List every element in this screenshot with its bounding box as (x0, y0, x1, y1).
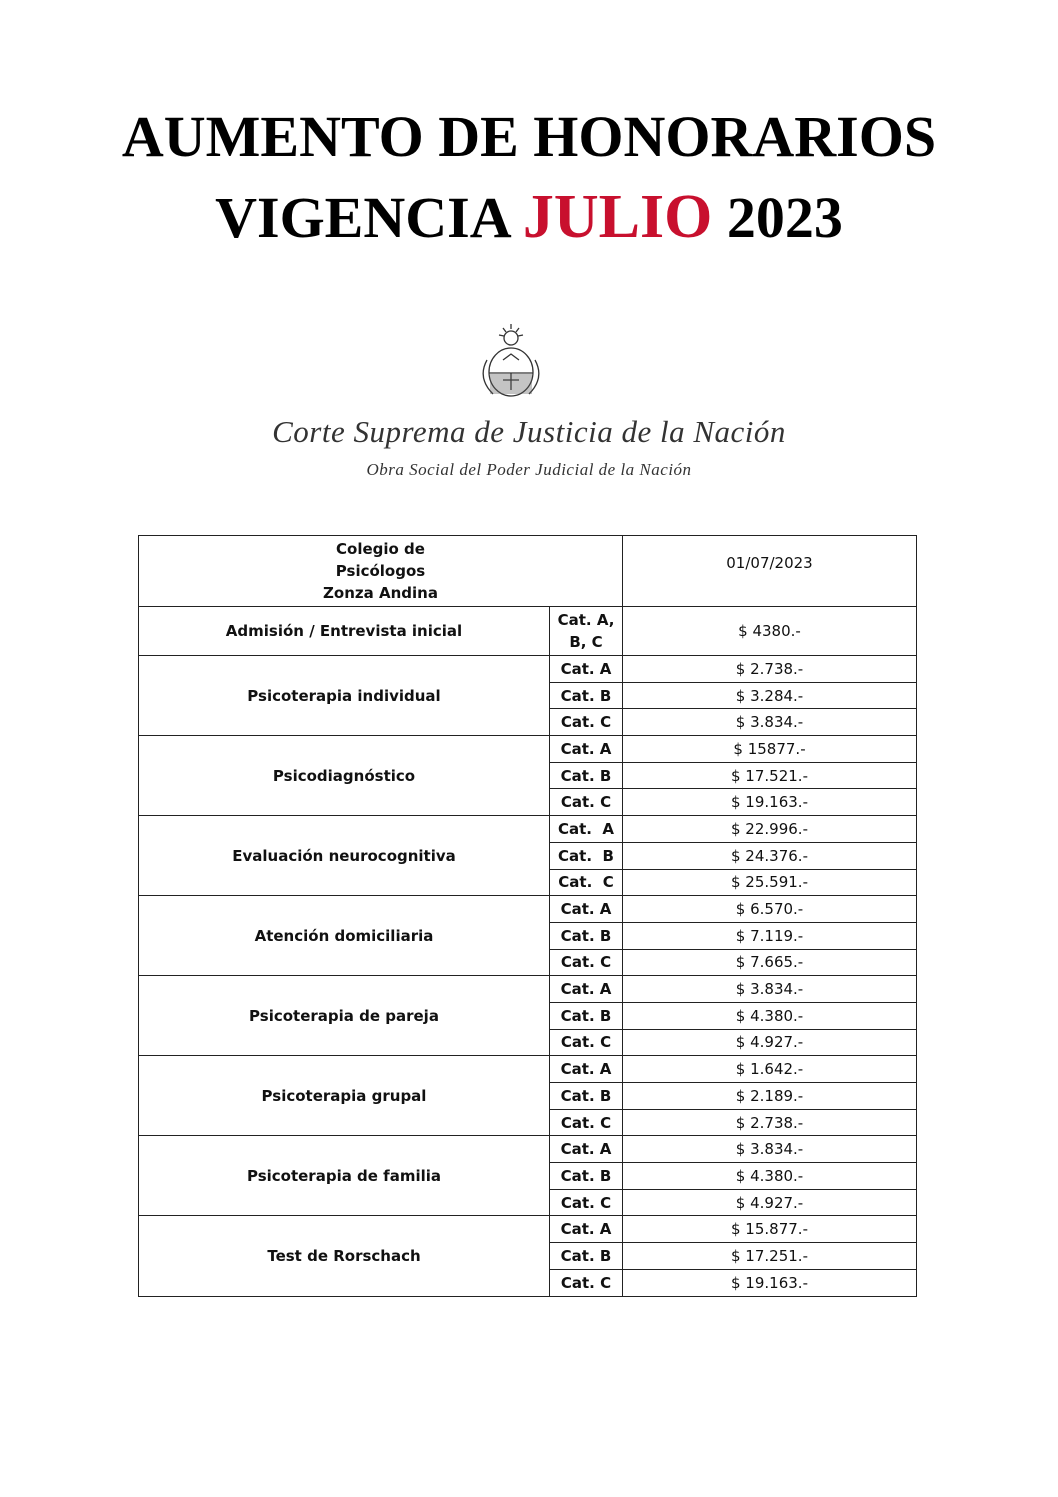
category-cell: Cat. C (550, 949, 623, 976)
price-cell: $ 4.380.- (623, 1002, 917, 1029)
table-row (139, 1056, 917, 1083)
price-cell: $ 4.927.- (623, 1189, 917, 1216)
category-cell: Cat. A (550, 1056, 623, 1083)
category-cell: Cat. B (550, 842, 623, 869)
service-name: Evaluación neurocognitiva (139, 816, 550, 896)
table-row (139, 736, 917, 763)
price-cell: $ 2.189.- (623, 1083, 917, 1110)
price-cell: $ 6.570.- (623, 896, 917, 923)
price-cell: $ 17.521.- (623, 762, 917, 789)
category-cell: Cat. A (550, 1216, 623, 1243)
category-cell: Cat. C (550, 1189, 623, 1216)
price-cell: $ 17.251.- (623, 1243, 917, 1270)
category-cell: Cat. A (550, 816, 623, 843)
category-cell: Cat. C (550, 869, 623, 896)
price-cell: $ 24.376.- (623, 842, 917, 869)
service-name: Psicoterapia individual (139, 656, 550, 736)
title-text: AUMENTO DE HONORARIOS (121, 104, 937, 169)
price-cell: $ 4.927.- (623, 1029, 917, 1056)
category-cell: Cat. C (550, 789, 623, 816)
category-cell: Cat. B (550, 922, 623, 949)
table-row (139, 976, 917, 1003)
price-cell: $ 3.284.- (623, 682, 917, 709)
price-cell: $ 1.642.- (623, 1056, 917, 1083)
category-cell: Cat. A (550, 656, 623, 683)
category-line: B, C (569, 633, 603, 651)
service-name: Psicodiagnóstico (139, 736, 550, 816)
price-cell: $ 19.163.- (623, 1269, 917, 1296)
page-title-line-1 (0, 104, 1058, 169)
category-cell: Cat. B (550, 762, 623, 789)
institution-header (139, 536, 623, 607)
service-name: Psicoterapia de familia (139, 1136, 550, 1216)
title-prefix: VIGENCIA (215, 185, 509, 250)
table-row (139, 656, 917, 683)
category-cell: Cat. A (550, 976, 623, 1003)
institution-line: Psicólogos (335, 562, 426, 580)
fees-table (138, 535, 917, 1297)
institution-line: Zonza Andina (323, 584, 438, 602)
org-name: Corte Suprema de Justicia de la Nación (272, 414, 786, 449)
price-cell: $ 25.591.- (623, 869, 917, 896)
price-cell: $ 19.163.- (623, 789, 917, 816)
category-cell: Cat. B (550, 1243, 623, 1270)
price-cell: $ 2.738.- (623, 656, 917, 683)
category-cell: Cat. C (550, 1029, 623, 1056)
category-cell (550, 607, 623, 656)
service-name: Psicoterapia grupal (139, 1056, 550, 1136)
table-row (139, 1216, 917, 1243)
table-row (139, 816, 917, 843)
table-row (139, 1136, 917, 1163)
page-title-line-2 (0, 183, 1058, 251)
argentina-coat-of-arms-icon (473, 320, 549, 398)
category-cell: Cat. B (550, 1002, 623, 1029)
effective-date-header: 01/07/2023 (623, 536, 917, 607)
price-cell: $ 3.834.- (623, 976, 917, 1003)
price-cell: $ 22.996.- (623, 816, 917, 843)
price-cell: $ 3.834.- (623, 1136, 917, 1163)
price-cell: $ 3.834.- (623, 709, 917, 736)
table-row (139, 896, 917, 923)
title-month: JULIO (522, 183, 713, 251)
price-cell: $ 4.380.- (623, 1163, 917, 1190)
price-cell: $ 7.665.- (623, 949, 917, 976)
category-cell: Cat. B (550, 1163, 623, 1190)
category-cell: Cat. B (550, 1083, 623, 1110)
price-cell: $ 15.877.- (623, 1216, 917, 1243)
category-cell: Cat. C (550, 1269, 623, 1296)
category-cell: Cat. C (550, 709, 623, 736)
price-cell: $ 2.738.- (623, 1109, 917, 1136)
service-name: Admisión / Entrevista inicial (139, 607, 550, 656)
category-cell: Cat. A (550, 736, 623, 763)
price-cell: $ 7.119.- (623, 922, 917, 949)
service-name: Atención domiciliaria (139, 896, 550, 976)
category-line: Cat. A, (557, 611, 615, 629)
org-subtitle: Obra Social del Poder Judicial de la Nación (366, 460, 692, 479)
service-name: Psicoterapia de pareja (139, 976, 550, 1056)
category-cell: Cat. B (550, 682, 623, 709)
category-cell: Cat. A (550, 896, 623, 923)
category-cell: Cat. C (550, 1109, 623, 1136)
price-cell: $ 15877.- (623, 736, 917, 763)
table-header-row (139, 536, 917, 607)
title-year: 2023 (726, 185, 843, 250)
price-cell: $ 4380.- (623, 607, 917, 656)
category-cell: Cat. A (550, 1136, 623, 1163)
institution-line: Colegio de (336, 540, 425, 558)
table-row (139, 607, 917, 656)
service-name: Test de Rorschach (139, 1216, 550, 1296)
